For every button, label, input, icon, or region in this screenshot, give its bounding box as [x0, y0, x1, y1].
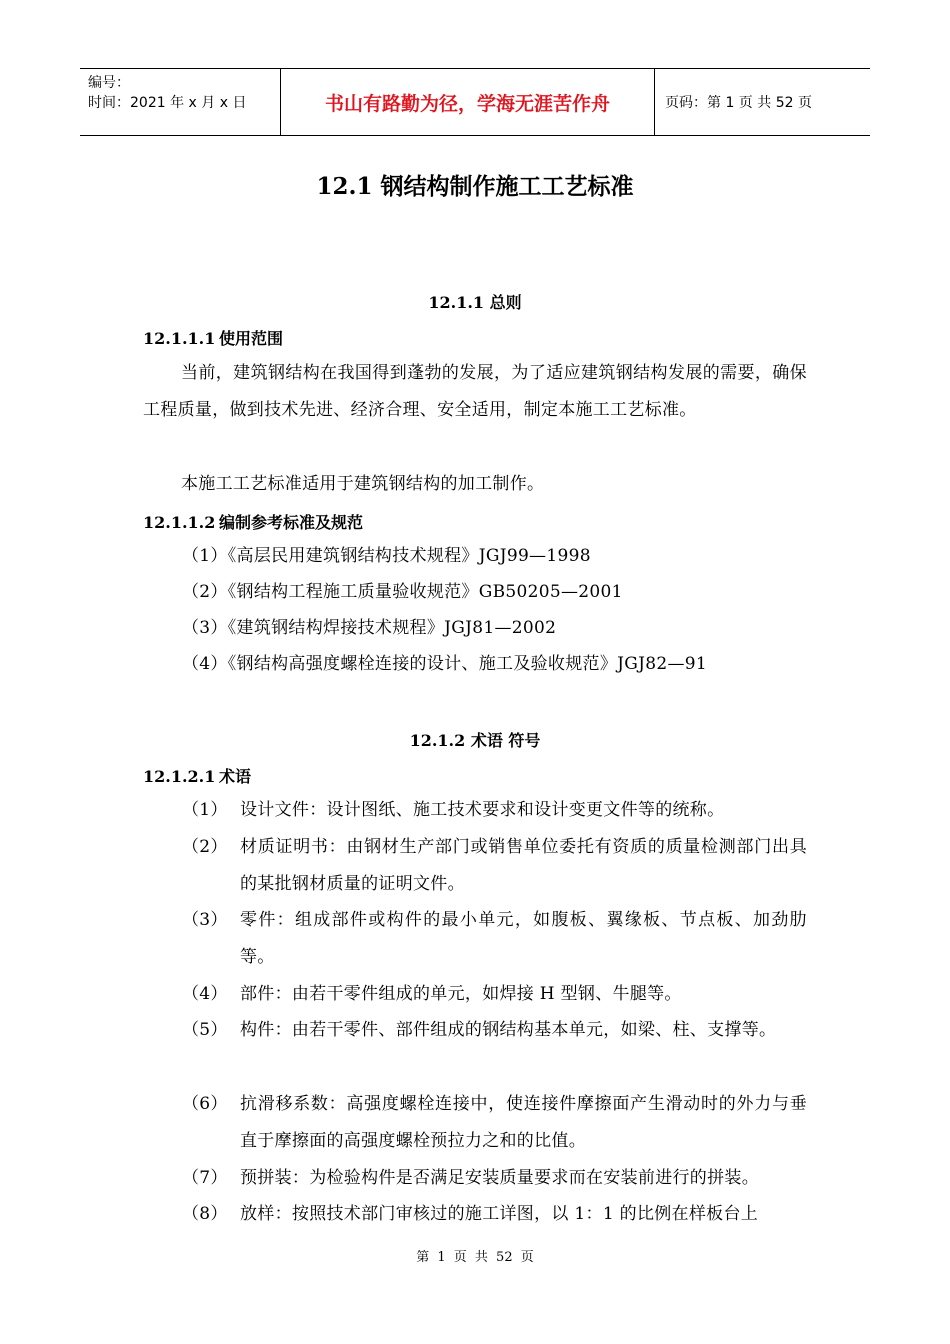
subsection-text: 术语 [219, 767, 252, 786]
subsection-heading-scope [143, 326, 283, 349]
document-title: 12.1 钢结构制作施工工艺标准 [316, 173, 634, 200]
document-number-label: 编号： [88, 75, 130, 91]
term-item [182, 792, 807, 829]
subsection-text: 编制参考标准及规范 [219, 513, 364, 532]
document-header [80, 68, 870, 136]
term-item [182, 1196, 807, 1233]
term-number: （4） [182, 984, 228, 1004]
header-page-info: 页码：第 1 页 共 52 页 [665, 95, 812, 111]
reference-item: （3）《建筑钢结构焊接技术规程》JGJ81—2002 [182, 618, 557, 638]
term-number: （7） [182, 1168, 228, 1188]
term-text: 零件：组成部件或构件的最小单元，如腹板、翼缘板、节点板、加劲肋等。 [240, 910, 807, 967]
term-item [182, 1086, 807, 1160]
subsection-heading-references [143, 510, 363, 533]
subsection-text: 使用范围 [219, 329, 284, 348]
section-heading-general: 12.1.1 总则 [428, 293, 522, 312]
term-number: （2） [182, 837, 228, 857]
term-number: （1） [182, 800, 228, 820]
header-motto: 书山有路勤为径，学海无涯苦作舟 [281, 69, 655, 135]
page-footer: 第 1 页 共 52 页 [416, 1250, 534, 1265]
term-text: 设计文件：设计图纸、施工技术要求和设计变更文件等的统称。 [240, 800, 725, 820]
term-text: 材质证明书：由钢材生产部门或销售单位委托有资质的质量检测部门出具的某批钢材质量的证明文件。 [240, 837, 807, 894]
subsection-number: 12.1.1.2 [143, 513, 216, 532]
header-meta [80, 69, 281, 135]
reference-item: （4）《钢结构高强度螺栓连接的设计、施工及验收规范》JGJ82—91 [182, 654, 707, 674]
term-number: （8） [182, 1204, 228, 1224]
term-item [182, 902, 807, 976]
section-heading-terms: 12.1.2 术语 符号 [409, 731, 541, 750]
document-time-label: 时间：2021 年 x 月 x 日 [88, 95, 247, 111]
term-number: （3） [182, 910, 228, 930]
paragraph-scope-applicability: 本施工工艺标准适用于建筑钢结构的加工制作。 [181, 474, 545, 494]
term-number: （5） [182, 1020, 228, 1040]
term-item [182, 1160, 807, 1197]
paragraph-scope-intro: 当前，建筑钢结构在我国得到蓬勃的发展，为了适应建筑钢结构发展的需要，确保工程质量，做到技术先进、经济合理、安全适用，制定本施工工艺标准。 [143, 363, 807, 420]
term-text: 抗滑移系数：高强度螺栓连接中，使连接件摩擦面产生滑动时的外力与垂直于摩擦面的高强度螺栓预拉力之和的比值。 [240, 1094, 807, 1151]
term-text: 放样：按照技术部门审核过的施工详图，以 1：1 的比例在样板台上 [240, 1204, 759, 1224]
term-text: 部件：由若干零件组成的单元，如焊接 H 型钢、牛腿等。 [240, 984, 682, 1004]
subsection-number: 12.1.2.1 [143, 767, 216, 786]
term-text: 预拼装：为检验构件是否满足安装质量要求而在安装前进行的拼装。 [240, 1168, 759, 1188]
subsection-number: 12.1.1.1 [143, 329, 216, 348]
term-item [182, 976, 807, 1013]
subsection-heading-terminology [143, 764, 251, 787]
term-item [182, 1012, 807, 1049]
term-number: （6） [182, 1094, 228, 1114]
term-text: 构件：由若干零件、部件组成的钢结构基本单元，如梁、柱、支撑等。 [240, 1020, 777, 1040]
term-item [182, 829, 807, 903]
reference-item: （1）《高层民用建筑钢结构技术规程》JGJ99—1998 [182, 546, 591, 566]
reference-item: （2）《钢结构工程施工质量验收规范》GB50205—2001 [182, 582, 623, 602]
